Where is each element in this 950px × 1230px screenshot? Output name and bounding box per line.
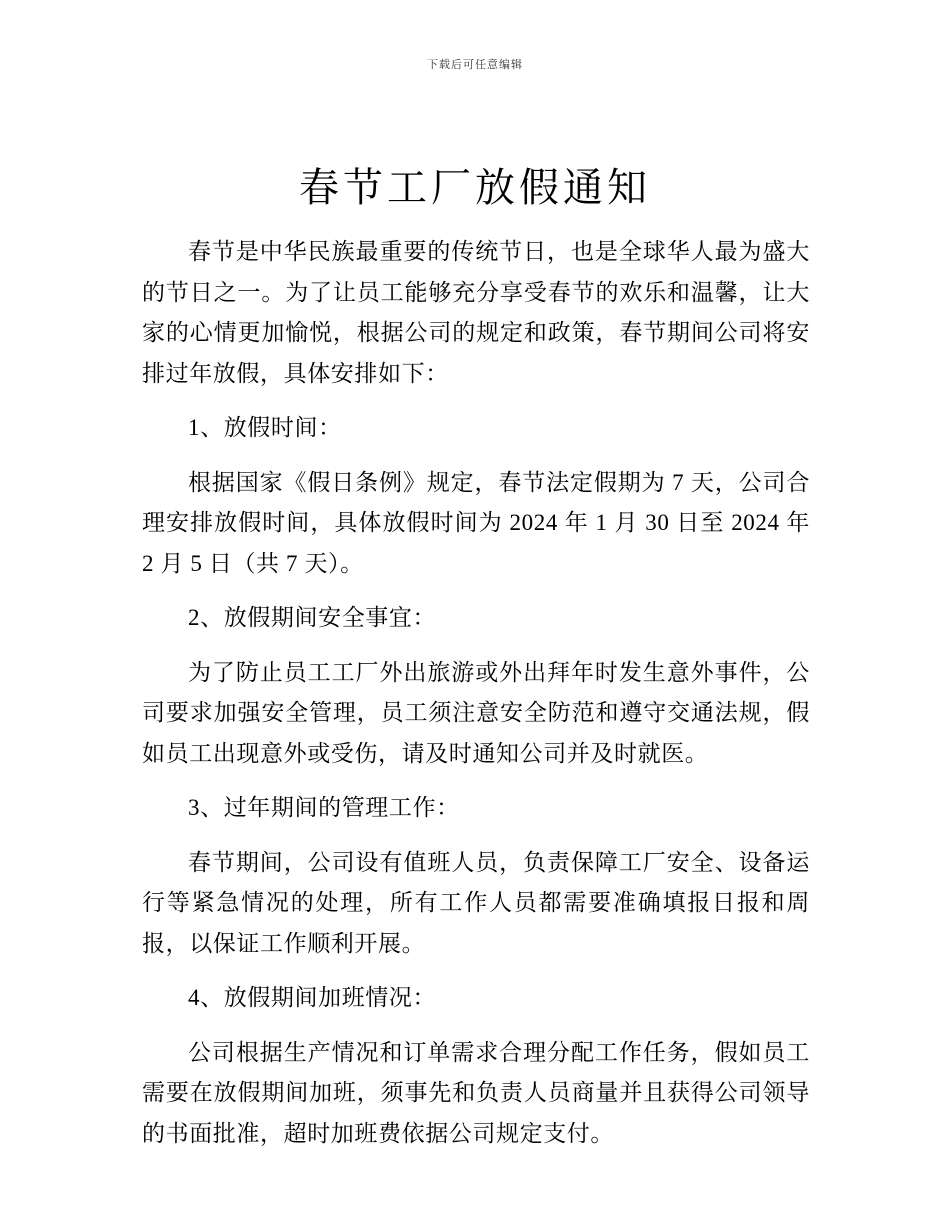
- document-body: [142, 232, 810, 1168]
- section-heading-safety: 2、放假期间安全事宜：: [188, 605, 437, 630]
- management-paragraph: 春节期间，公司设有值班人员，负责保障工厂安全、设备运行等紧急情况的处理，所有工作人员都需要准确填报日报和周报，以保证工作顺利开展。: [142, 849, 810, 956]
- document-title: 春节工厂放假通知: [299, 165, 651, 210]
- section-heading-overtime: 4、放假期间加班情况：: [188, 985, 437, 1010]
- section-heading-management: 3、过年期间的管理工作：: [188, 795, 460, 820]
- overtime-paragraph: 公司根据生产情况和订单需求合理分配工作任务，假如员工需要在放假期间加班，须事先和负责人员商量并且获得公司领导的书面批准，超时加班费依据公司规定支付。: [142, 1039, 810, 1146]
- intro-paragraph: 春节是中华民族最重要的传统节日，也是全球华人最为盛大的节日之一。为了让员工能够充分享受春节的欢乐和温馨，让大家的心情更加愉悦，根据公司的规定和政策，春节期间公司将安排过年放假，具体安排如下：: [142, 239, 810, 386]
- header-note: 下载后可任意编辑: [427, 58, 523, 71]
- holiday-time-paragraph: 根据国家《假日条例》规定，春节法定假期为 7 天，公司合理安排放假时间，具体放假时间为 2024 年 1 月 30 日至 2024 年 2 月 5 日（共 7 天）。: [142, 469, 810, 576]
- safety-paragraph: 为了防止员工工厂外出旅游或外出拜年时发生意外事件，公司要求加强安全管理，员工须注意安全防范和遵守交通法规，假如员工出现意外或受伤，请及时通知公司并及时就医。: [142, 659, 810, 766]
- section-heading-holiday-time: 1、放假时间：: [188, 415, 342, 440]
